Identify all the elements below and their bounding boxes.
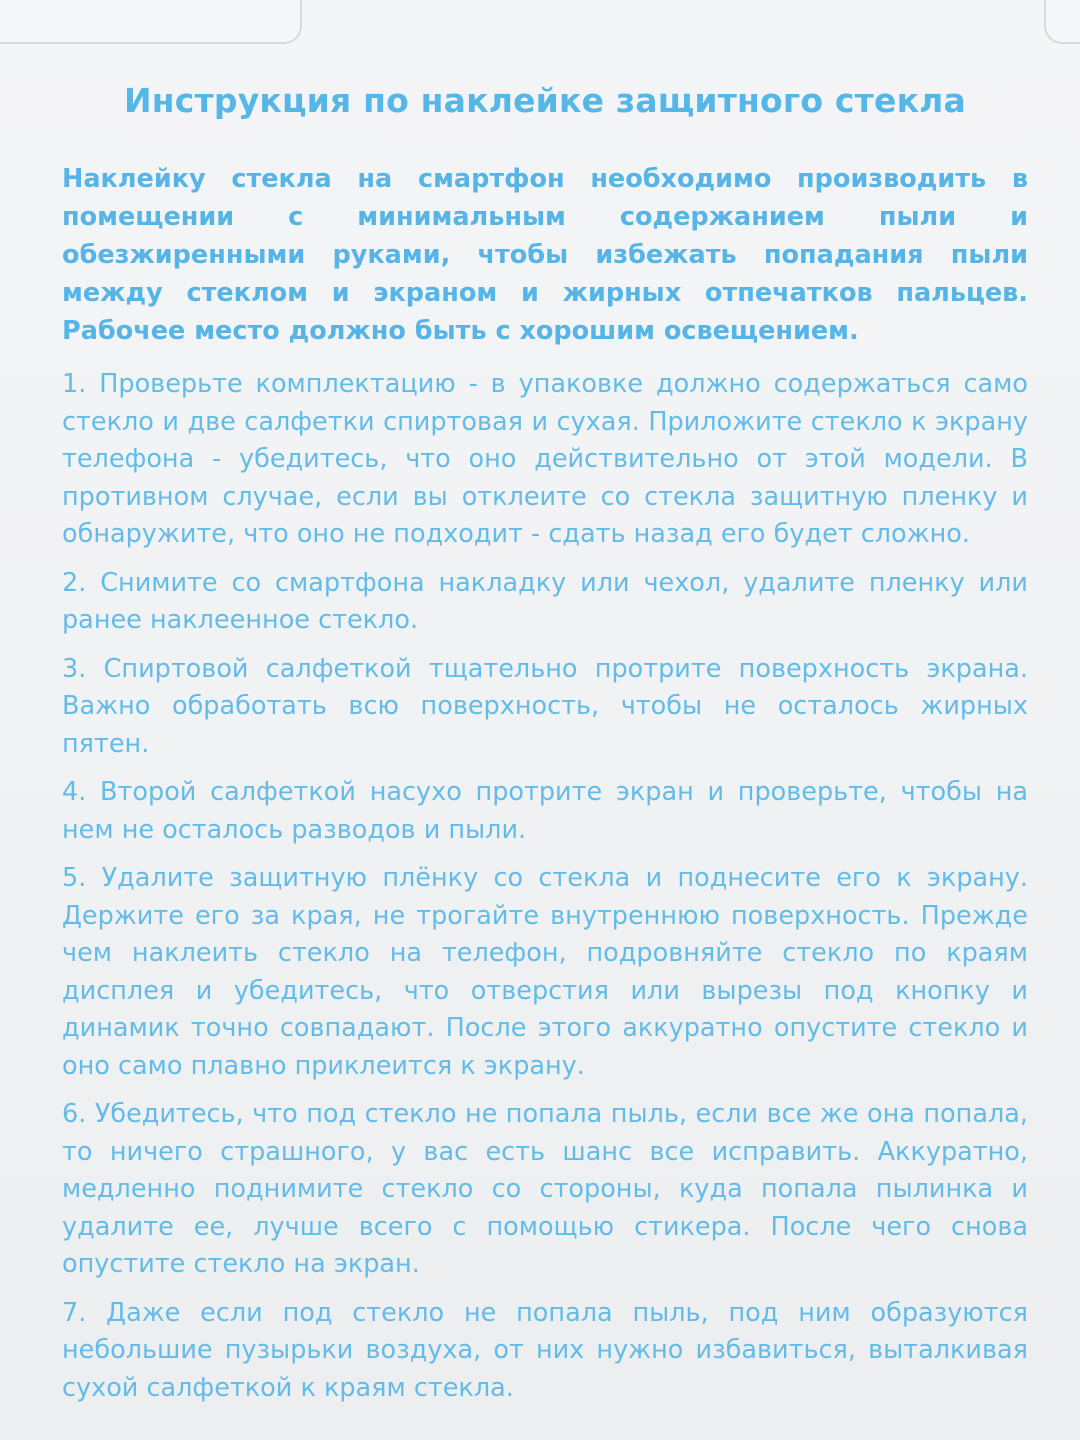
step-3: 3. Спиртовой салфеткой тщательно протрите поверхность экрана. Важно обработать всю поверхность, чтобы не осталось жирных пятен. bbox=[62, 653, 1028, 759]
step-6: 6. Убедитесь, что под стекло не попала пыль, если все же она попала, то ничего страшного, у вас есть шанс все исправить. Аккуратно, медленно поднимите стекло со стороны, куда попала пылинка и удалите ее, лучше всего с помощью стикера. После чего снова опустите стекло на экран. bbox=[62, 1099, 1028, 1279]
instruction-content bbox=[62, 72, 1028, 1418]
instruction-title: Инструкция по наклейке защитного стекла bbox=[123, 81, 967, 120]
step-7: 7. Даже если под стекло не попала пыль, под ним образуются небольшие пузырьки воздуха, от них нужно избавиться, выталкивая сухой салфеткой к краям стекла. bbox=[62, 1297, 1028, 1403]
packaging-tab-right bbox=[1044, 0, 1080, 44]
packaging-tab-left bbox=[0, 0, 302, 44]
step-1: 1. Проверьте комплектацию - в упаковке должно содержаться само стекло и две салфетки спиртовая и сухая. Приложите стекло к экрану телефона - убедитесь, что оно действительно от этой модели. В противном случае, если вы отклеите со стекла защитную пленку и обнаружите, что оно не подходит - сдать назад его будет сложно. bbox=[62, 369, 1028, 549]
step-2: 2. Снимите со смартфона накладку или чехол, удалите пленку или ранее наклеенное стекло. bbox=[62, 567, 1028, 635]
instruction-intro: Наклейку стекла на смартфон необходимо производить в помещении с минимальным содержанием пыли и обезжиренными руками, чтобы избежать попадания пыли между стеклом и экраном и жирных отпечатков пальцев. Рабочее место должно быть с хорошим освещением. bbox=[62, 164, 1028, 346]
step-4: 4. Второй салфеткой насухо протрите экран и проверьте, чтобы на нем не осталось разводов и пыли. bbox=[62, 777, 1028, 845]
step-5: 5. Удалите защитную плёнку со стекла и поднесите его к экрану. Держите его за края, не трогайте внутреннюю поверхность. Прежде чем наклеить стекло на телефон, подровняйте стекло по краям дисплея и убедитесь, что отверстия или вырезы под кнопку и динамик точно совпадают. После этого аккуратно опустите стекло и оно само плавно приклеится к экрану. bbox=[62, 863, 1028, 1081]
